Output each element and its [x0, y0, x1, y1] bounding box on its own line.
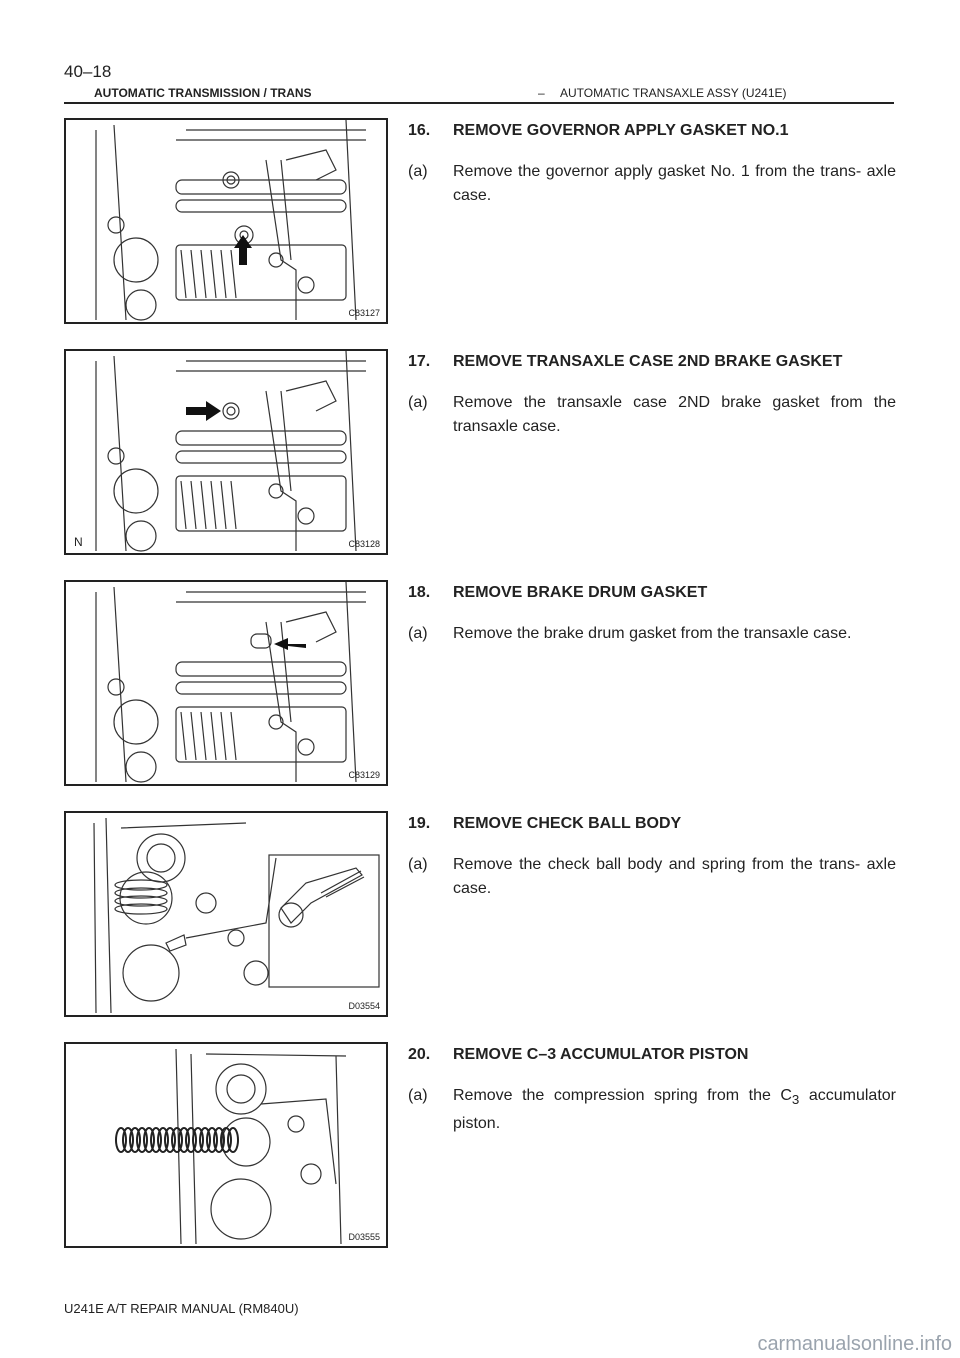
substep-text	[453, 1084, 896, 1136]
watermark: carmanualsonline.info	[757, 1333, 952, 1355]
substep-marker: (a)	[408, 1087, 428, 1104]
substep-marker: (a)	[408, 163, 428, 180]
figure-2nd-brake-gasket	[64, 349, 388, 555]
header-section: AUTOMATIC TRANSMISSION / TRANS	[94, 86, 312, 100]
step-19	[408, 815, 896, 901]
illustration-valve-body	[66, 582, 386, 784]
substep-text: Remove the transaxle case 2ND brake gasket from the transaxle case.	[453, 394, 896, 435]
step-title-text: REMOVE C–3 ACCUMULATOR PISTON	[453, 1046, 749, 1063]
step-number: 18.	[408, 584, 431, 601]
step-title	[408, 353, 896, 371]
illustration-valve-body	[66, 120, 386, 322]
step-title	[408, 122, 896, 140]
step-title-text: REMOVE CHECK BALL BODY	[453, 815, 682, 832]
substep-marker: (a)	[408, 625, 428, 642]
step-substep	[408, 391, 896, 439]
step-number: 16.	[408, 122, 431, 139]
substep-marker: (a)	[408, 394, 428, 411]
figure-code: C83128	[348, 539, 380, 549]
figure-brake-drum-gasket	[64, 580, 388, 786]
step-number: 20.	[408, 1046, 431, 1063]
step-number: 17.	[408, 353, 431, 370]
figure-code: D03554	[348, 1001, 380, 1011]
figure-code: C83129	[348, 770, 380, 780]
substep-text-post: accumulator piston.	[453, 1087, 896, 1133]
step-title-text: REMOVE TRANSAXLE CASE 2ND BRAKE GASKET	[453, 353, 843, 370]
substep-text: Remove the check ball body and spring from the trans- axle case.	[453, 856, 896, 897]
header-subsection: AUTOMATIC TRANSAXLE ASSY (U241E)	[560, 86, 787, 100]
illustration-accumulator	[66, 1044, 386, 1246]
page-footer: U241E A/T REPAIR MANUAL (RM840U)	[64, 1301, 299, 1316]
illustration-valve-body	[66, 351, 386, 553]
substep-text: Remove the brake drum gasket from the transaxle case.	[453, 625, 852, 642]
step-18	[408, 584, 896, 646]
step-substep	[408, 622, 896, 646]
step-title	[408, 1046, 896, 1064]
substep-text-pre: Remove the compression spring from the C	[453, 1087, 792, 1104]
step-20	[408, 1046, 896, 1136]
step-17	[408, 353, 896, 439]
step-substep	[408, 160, 896, 208]
page-number: 40–18	[64, 62, 112, 81]
step-title-text: REMOVE BRAKE DRUM GASKET	[453, 584, 708, 601]
figure-n-mark: N	[74, 535, 83, 549]
figure-code: C83127	[348, 308, 380, 318]
step-16	[408, 122, 896, 208]
substep-subscript: 3	[791, 1092, 800, 1108]
step-title	[408, 584, 896, 602]
step-substep	[408, 853, 896, 901]
figure-check-ball-body	[64, 811, 388, 1017]
page-header	[64, 86, 894, 104]
figure-code: D03555	[348, 1232, 380, 1242]
header-dash: –	[538, 86, 545, 100]
step-title	[408, 815, 896, 833]
substep-marker: (a)	[408, 856, 428, 873]
step-number: 19.	[408, 815, 431, 832]
substep-text: Remove the governor apply gasket No. 1 from the trans- axle case.	[453, 163, 896, 204]
step-substep	[408, 1084, 896, 1136]
figure-c3-accumulator	[64, 1042, 388, 1248]
illustration-check-ball	[66, 813, 386, 1015]
step-title-text: REMOVE GOVERNOR APPLY GASKET NO.1	[453, 122, 789, 139]
figure-governor-gasket	[64, 118, 388, 324]
